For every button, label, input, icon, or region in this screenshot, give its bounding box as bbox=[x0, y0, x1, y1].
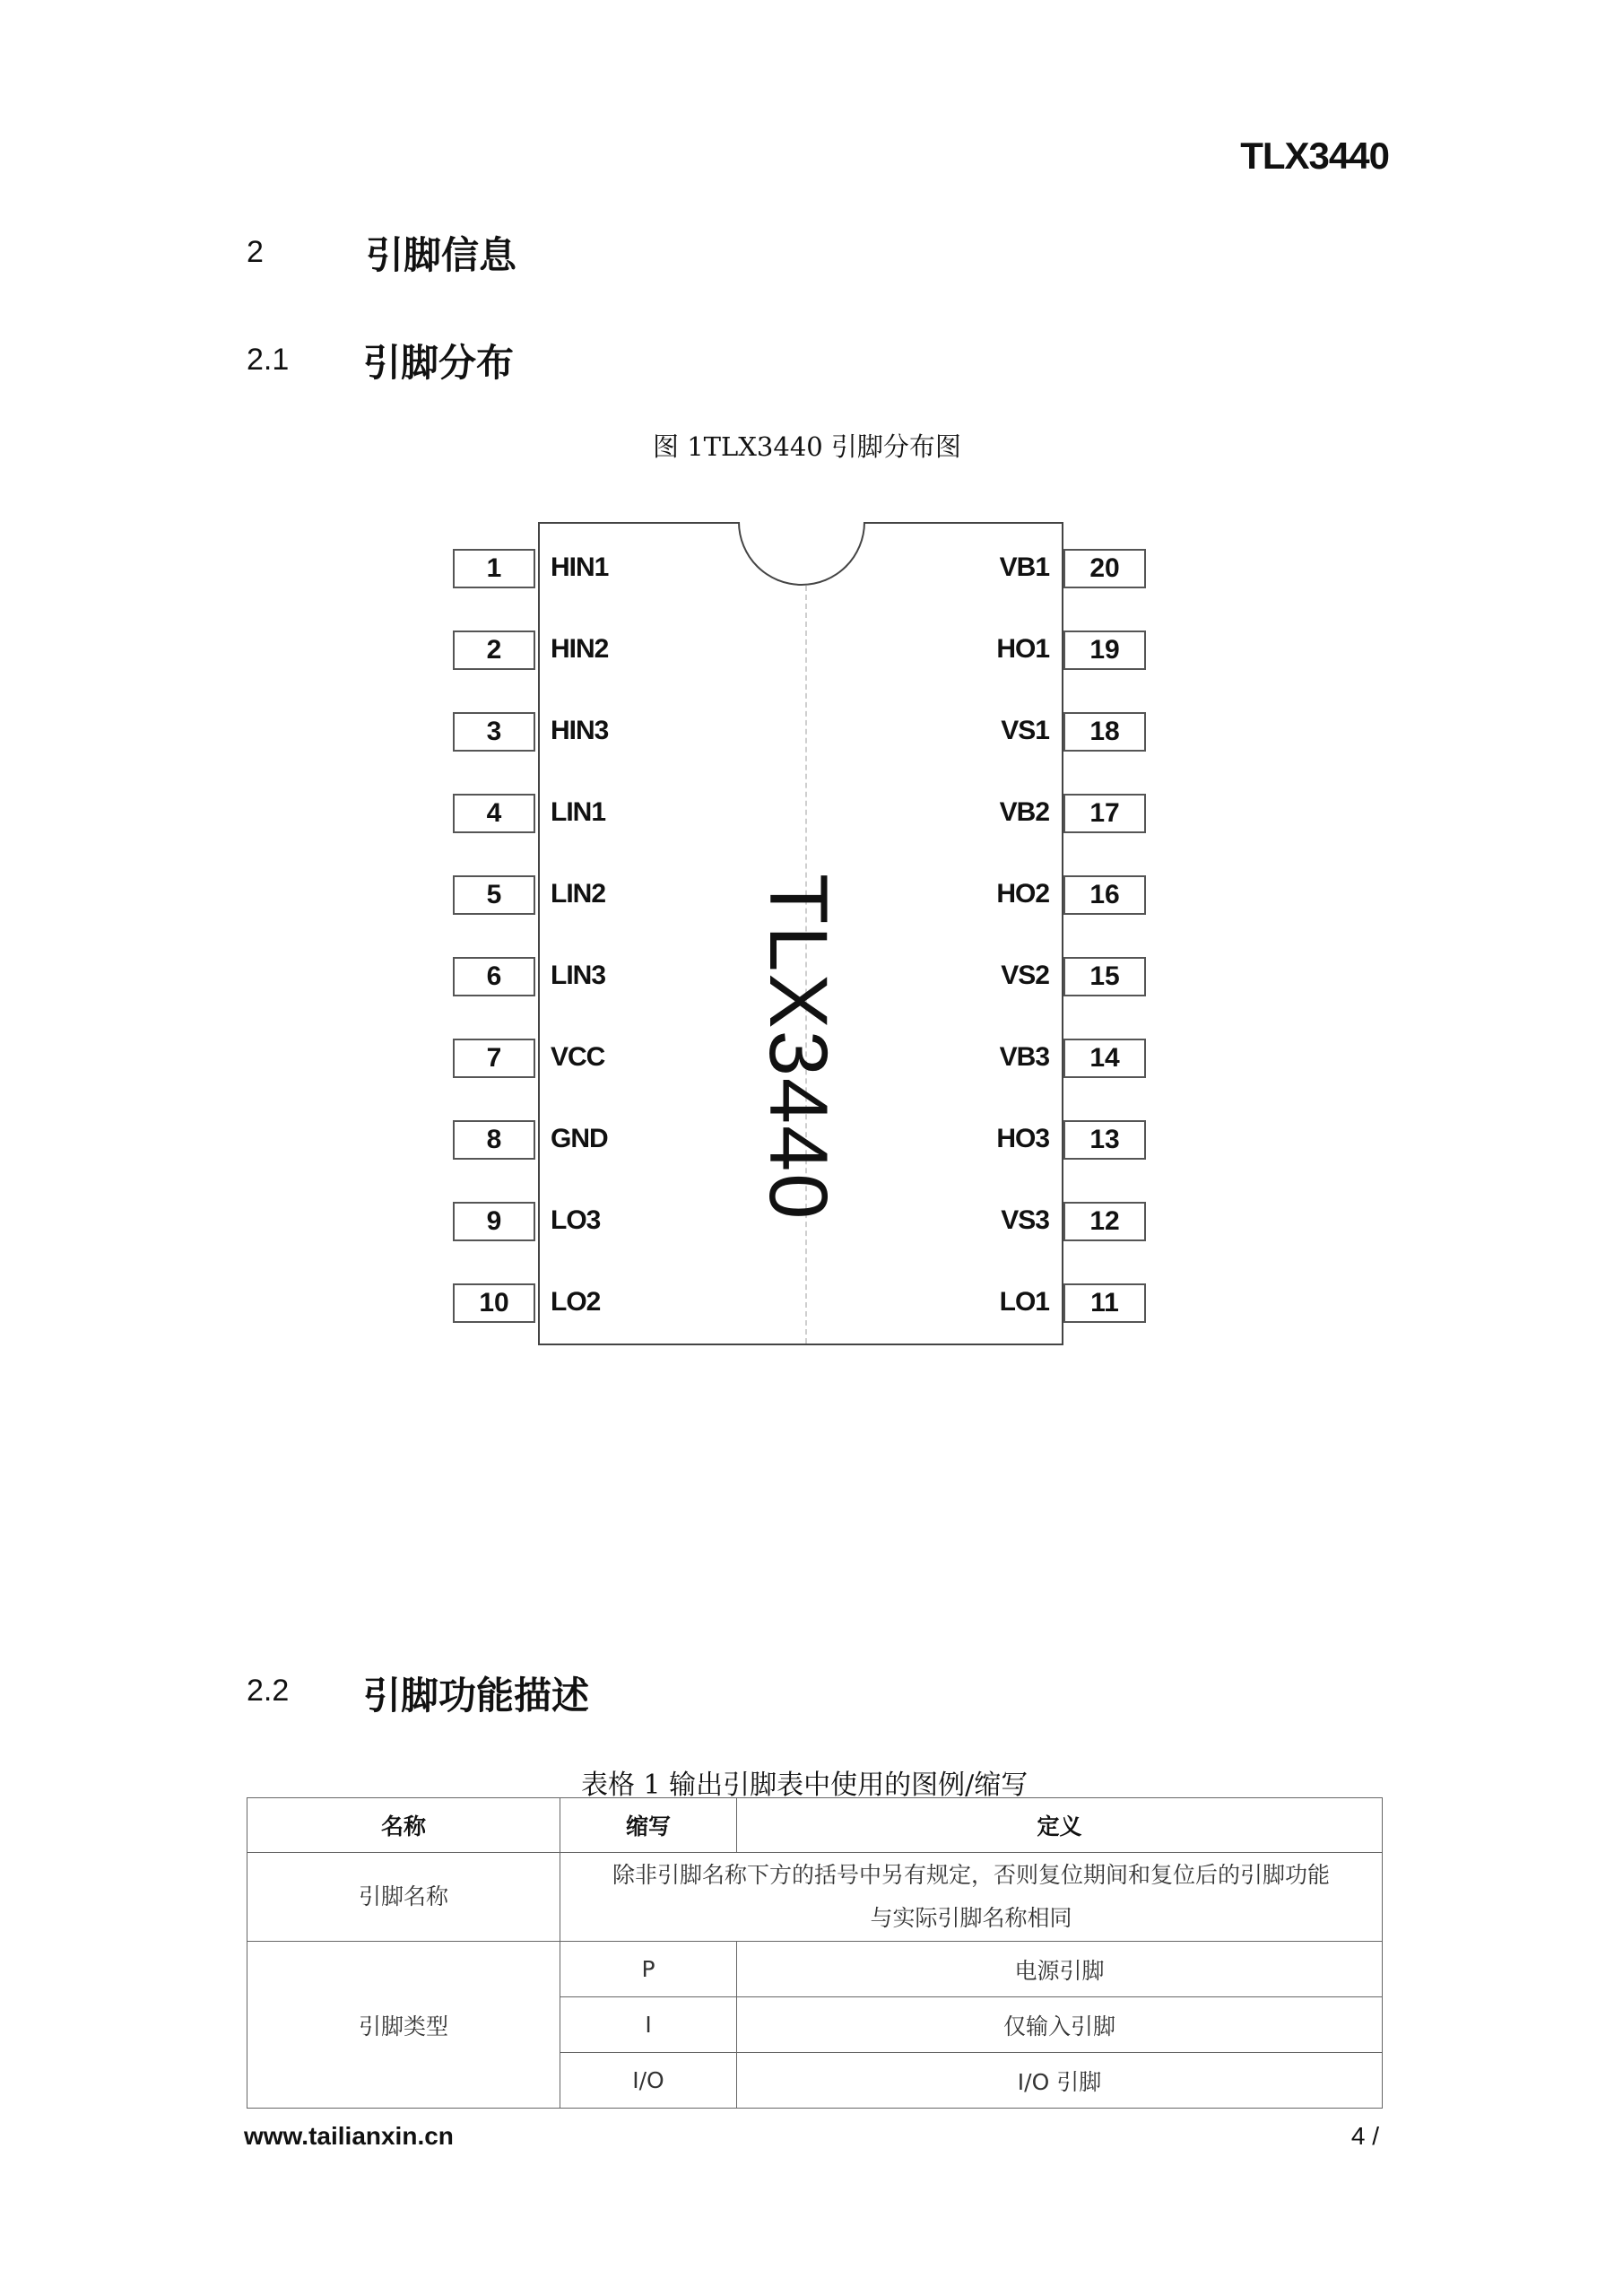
pin-name-left: LIN3 bbox=[551, 961, 606, 990]
pin-name-left: LIN2 bbox=[551, 879, 606, 909]
pin-name-left: LO3 bbox=[551, 1205, 601, 1235]
pin-name-definition bbox=[560, 1853, 1383, 1942]
figure-caption: 图 1TLX3440 引脚分布图 bbox=[653, 431, 961, 462]
pin-name-left: HIN1 bbox=[551, 552, 609, 582]
pin-number-box: 15 bbox=[1063, 957, 1146, 996]
pin-name-label: 引脚名称 bbox=[247, 1853, 560, 1942]
section-title: 引脚信息 bbox=[366, 233, 517, 277]
pin-name-right: HO2 bbox=[996, 879, 1049, 909]
pin-name-right: HO1 bbox=[996, 634, 1049, 664]
pin-name-right: VS2 bbox=[1001, 961, 1049, 990]
pin-type-label: 引脚类型 bbox=[247, 1942, 560, 2109]
pin-number-box: 7 bbox=[453, 1039, 535, 1078]
subsection-title: 引脚功能描述 bbox=[363, 1674, 590, 1718]
pin-number-box: 10 bbox=[453, 1283, 535, 1323]
definition-line-1: 除非引脚名称下方的括号中另有规定，否则复位期间和复位后的引脚功能 bbox=[612, 1862, 1330, 1888]
doc-id: TLX3440 bbox=[1240, 135, 1389, 177]
pin-name-left: VCC bbox=[551, 1042, 605, 1072]
pin-number-box: 4 bbox=[453, 794, 535, 833]
pin-name-left: HIN3 bbox=[551, 716, 609, 745]
pin-name-right: HO3 bbox=[996, 1124, 1049, 1153]
chip-part-label: TLX3440 bbox=[752, 874, 844, 1222]
pin-number-box: 13 bbox=[1063, 1120, 1146, 1160]
pin-number-box: 6 bbox=[453, 957, 535, 996]
pin-name-right: VB3 bbox=[999, 1042, 1049, 1072]
header-abbr: 缩写 bbox=[560, 1798, 737, 1853]
pin-number-box: 12 bbox=[1063, 1202, 1146, 1241]
type-def: 电源引脚 bbox=[737, 1942, 1383, 1997]
pin-name-left: HIN2 bbox=[551, 634, 609, 664]
pin-name-right: VB2 bbox=[999, 797, 1049, 827]
pin-number-box: 11 bbox=[1063, 1283, 1146, 1323]
type-abbr: I/O bbox=[560, 2053, 737, 2109]
table-row bbox=[247, 1942, 1383, 1997]
pin-number-box: 9 bbox=[453, 1202, 535, 1241]
pin-number-box: 14 bbox=[1063, 1039, 1146, 1078]
pin-number-box: 17 bbox=[1063, 794, 1146, 833]
subsection-title: 引脚分布 bbox=[363, 341, 515, 385]
definition-line-2: 与实际引脚名称相同 bbox=[870, 1905, 1072, 1931]
pin-name-left: LO2 bbox=[551, 1287, 601, 1317]
subsection-number: 2.1 bbox=[247, 343, 290, 377]
pin-number-box: 3 bbox=[453, 712, 535, 752]
pin-name-right: LO1 bbox=[999, 1287, 1049, 1317]
header-name: 名称 bbox=[247, 1798, 560, 1853]
pin-number-box: 5 bbox=[453, 875, 535, 915]
footer-url[interactable]: www.tailianxin.cn bbox=[244, 2122, 454, 2150]
type-abbr: I bbox=[560, 1997, 737, 2053]
table-row bbox=[247, 1853, 1383, 1942]
pin-name-right: VS1 bbox=[1001, 716, 1049, 745]
table-header-row bbox=[247, 1798, 1383, 1853]
pin-name-right: VS3 bbox=[1001, 1205, 1049, 1235]
header-def: 定义 bbox=[737, 1798, 1383, 1853]
section-number: 2 bbox=[247, 235, 264, 269]
type-abbr: P bbox=[560, 1942, 737, 1997]
pin-number-box: 1 bbox=[453, 549, 535, 588]
pin-name-left: LIN1 bbox=[551, 797, 606, 827]
type-def: 仅输入引脚 bbox=[737, 1997, 1383, 2053]
pin-number-box: 16 bbox=[1063, 875, 1146, 915]
pin-name-left: GND bbox=[551, 1124, 608, 1153]
subsection-number: 2.2 bbox=[247, 1674, 290, 1708]
pin-number-box: 20 bbox=[1063, 549, 1146, 588]
type-def: I/O 引脚 bbox=[737, 2053, 1383, 2109]
footer-page-number: 4 / bbox=[1350, 2122, 1379, 2150]
pin-number-box: 18 bbox=[1063, 712, 1146, 752]
legend-table bbox=[247, 1797, 1383, 2109]
pin-number-box: 8 bbox=[453, 1120, 535, 1160]
pin-name-right: VB1 bbox=[999, 552, 1049, 582]
table-caption: 表格 1 输出引脚表中使用的图例/缩写 bbox=[581, 1770, 1028, 1801]
pin-number-box: 19 bbox=[1063, 631, 1146, 670]
chip-notch bbox=[738, 522, 865, 586]
pin-number-box: 2 bbox=[453, 631, 535, 670]
